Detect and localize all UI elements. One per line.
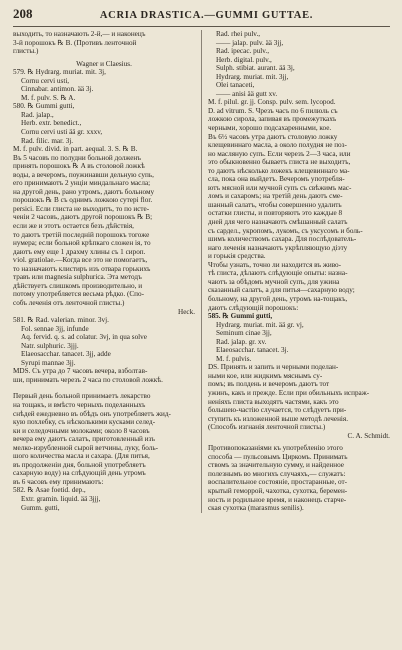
text-line: крытый геморрой, чахотка, сухотка, беремен-: [207, 486, 348, 495]
text-line: M. f. pulv. divid. in part. aequal. 3. S. ℞ B.: [13, 145, 138, 154]
text-line: Wagner и Claesius.: [76, 59, 132, 68]
column-divider: [201, 30, 202, 513]
text-line: кую похлебку, съ нѣсколькими кусками селед-: [13, 418, 156, 427]
text-line: 581. ℞ Rad. valerian. minor. 3vj.: [13, 316, 109, 325]
text-line: M. f. pulvis.: [215, 354, 252, 363]
text-line: дѣйствуетъ слишкомъ производительно, и: [13, 281, 143, 290]
text-line: ствомъ за значительную сумму, и найденное: [207, 461, 344, 470]
text-line: клещевиннаго масла, а около полудня не поз-: [207, 141, 347, 150]
text-line: остатки глисты, и повторяютъ это каждые 8: [207, 209, 343, 218]
text-line: M. f. pulv. S. ℞ A.: [21, 93, 76, 102]
text-line: Въ 5 часовъ по полудни больной долженъ: [13, 153, 141, 162]
text-line: на другой день, рано утромъ, даютъ больному: [13, 187, 155, 196]
text-line: и горькія средства.: [207, 252, 266, 261]
text-line: Elaeosacchar. tanacet. 3j.: [215, 346, 289, 355]
text-line: Herb. digital. pulv.,: [215, 55, 272, 64]
text-line: черными, хорошо подсахаренными, кое.: [207, 124, 332, 133]
text-line: Rad. jalap. gr. xv.: [215, 337, 267, 346]
text-line: принять порошокъ ℞ A въ столовой ложкѣ: [13, 162, 145, 171]
text-line: воспалительное состояніе, простаранные, от-: [207, 478, 348, 487]
text-line: собъ леченія отъ ленточной глисты.): [13, 298, 125, 307]
text-line: Чтобы узнать, точно ли находится въ живо-: [207, 260, 342, 269]
text-line: Sulph. stibiat. aurant. ää 3j,: [215, 64, 295, 73]
text-line: —— anisi ää gutt xv.: [215, 89, 278, 98]
text-line: 580. ℞ Gummi gutti,: [13, 102, 75, 111]
text-line: Rad. ipecac. pulv.,: [215, 47, 270, 56]
text-line: шанный салатъ, чтобы совершенно удалить: [207, 200, 342, 209]
left-column: [13, 30, 195, 513]
text-line: тѣ глиста, дѣлаютъ слѣдующіе опыты: назна-: [207, 269, 348, 278]
text-line: даютъ слѣдующій порошокъ:: [207, 303, 299, 312]
text-line: способа — пульсовымъ Циркомъ. Принимать: [207, 452, 348, 461]
text-line: нумера; если больной крѣпкаго сложен ія, то: [13, 239, 151, 248]
text-line: Gumm. gutti,: [21, 503, 60, 512]
text-line: больному, на другой день, утромъ на-тощакъ,: [207, 294, 348, 303]
text-line: ступить къ изложенной выше методѣ леченія.: [207, 414, 349, 423]
text-line: Cornu cervi usti,: [21, 76, 70, 85]
text-line: въ 6 часовъ ему принимаютъ:: [13, 477, 104, 486]
page-number: 208: [13, 6, 33, 21]
text-line: Extr. gramin. liquid. ää 3jjj,: [21, 494, 101, 503]
text-line: воды, а вечеромъ, поужинавши дельную супь,: [13, 170, 154, 179]
text-line: потому употребляется весьма рѣдко. (Спо-: [13, 290, 144, 299]
text-line: ужинъ, какъ и прежде. Если при обильныхъ испраж-: [207, 388, 370, 397]
text-line: ченіи 2 часовъ, даютъ другой порошокъ ℞ В;: [13, 213, 153, 222]
text-line: неніяхъ глиста выходятъ частями, какъ это: [207, 397, 339, 406]
text-line: D. ad vitrum. S. Чрезъ часъ по 6 пилюль съ: [207, 106, 338, 115]
text-line: ѵіоl. gratiolae.—Когда все это не помогаетъ,: [13, 256, 148, 265]
text-line: ложкою сирола, запивая въ промежуткахъ: [207, 115, 337, 124]
text-line: Aq. fervid. q. s. ad colatur. 3vj, in qua solve: [21, 333, 147, 342]
text-line: шимъ количествомъ сахара. Для послѣдователь-: [207, 235, 357, 244]
text-line: Seminum cinae 3jj,: [215, 329, 272, 338]
text-line: то даютъ нѣсколько ложекъ клещевиннаго ма-: [207, 166, 350, 175]
text-line: вечера ему даютъ салатъ, приготовленный изъ: [13, 435, 155, 444]
text-line: порошокъ ℞ В съ однимъ ложкою сутерi flor.: [13, 196, 153, 205]
text-line: (Способъ изгнанія ленточной глисты.): [207, 423, 326, 432]
text-line: 3-й порошокъ ℞ В. (Противъ ленточной: [13, 38, 137, 47]
text-line: Первый день больной принимаетъ лекарство: [13, 392, 151, 401]
text-line: выходить, то назначають 2-й,— и наконецъ: [13, 30, 146, 38]
text-line: 579. ℞ Hydrarg. muriat. mit. 3j,: [13, 68, 106, 77]
text-line: въ продолженіи дня, больной употребляетъ: [13, 460, 146, 469]
text-line: Herb. extr. benedict.,: [21, 119, 82, 128]
text-line: 585. ℞ Gummi gutti,: [207, 312, 273, 321]
text-line: его принимаютъ 2 унціи миндальнаго масла;: [13, 179, 151, 188]
text-line: 582. ℞ Asae foetid. dep.,: [13, 486, 86, 495]
text-line: Elaeosacchar. tanacet. 3jj, adde: [21, 350, 111, 359]
text-line: ломъ и сахаромъ; на третій день даютъ сме-: [207, 192, 343, 201]
text-line: Rad. filic. mar. 3j.: [21, 136, 74, 145]
text-line: Olei tanaceti,: [215, 81, 255, 90]
text-line: помъ; въ полдень и вечеромъ даютъ тот: [207, 380, 330, 389]
text-line: глисты.): [13, 47, 39, 56]
text-line: сахарную воду) на слѣдующій день утромъ: [13, 469, 146, 478]
text-line: MDS. Съ утра до 7 часовъ вечера, взболтав-: [13, 367, 148, 376]
text-line: если же и этотъ остается безъ дѣйствія,: [13, 222, 134, 231]
text-line: Cornu cervi usti ää gr. xxxv,: [21, 128, 103, 137]
text-line: большею-частію случается, то слѣдуетъ при-: [207, 406, 347, 415]
page-header: [13, 6, 390, 27]
text-line: Rad. jalap.,: [21, 110, 54, 119]
text-line: сказанный салатъ, а для питья—сахарную воду;: [207, 286, 355, 295]
text-line: наго леченія назначаютъ укрѣпляющую діэту: [207, 243, 348, 252]
text-line: ность и родильное время, и наконецъ старче-: [207, 495, 347, 504]
text-line: Rad. rhei pulv.,: [215, 30, 261, 38]
text-line: Syrupi mannae 3jj.: [21, 358, 76, 367]
text-line: то назначаютъ клистиръ изъ отвара горькихъ: [13, 264, 151, 273]
text-line: то даютъ третій последній порошокъ тогоже: [13, 230, 150, 239]
text-line: Heck.: [178, 307, 195, 316]
text-line: Hydrarg. muriat. mit. 3jj,: [215, 72, 289, 81]
text-line: ютъ мясной или мучной супъ съ свѣжимъ мас-: [207, 183, 352, 192]
text-line: снѣдей ежедневно въ обѣдъ онъ употребляетъ жид-: [13, 409, 171, 418]
running-title: ACRIA DRASTICA.—GUMMI GUTTAE.: [99, 10, 314, 21]
text-line: Cinnabar. antimon. ää 3j.: [21, 85, 94, 94]
text-line: ными кое, или жидкимъ мяснымъ су-: [207, 371, 323, 380]
text-line: Въ 6½ часовъ утра даютъ столовую ложку: [207, 132, 338, 141]
text-line: Hydrarg. muriat. mit. ää gr. vj,: [215, 320, 304, 329]
right-column: [208, 30, 390, 513]
text-line: травъ или magnesia sulphurica. Эта методъ: [13, 273, 142, 282]
text-line: но масляную супъ. Если черезъ 2—3 часа, или: [207, 149, 351, 158]
text-line: это обыкновенно бываетъ глиста не выходитъ,: [207, 158, 351, 167]
text-line: чаютъ за обѣдомъ мучной супъ, для ужина: [207, 277, 340, 286]
text-line: Fol. sennae 3jj, infunde: [21, 324, 89, 333]
text-line: M. f. pilul. gr. jj. Consp. pulv. sem. lycopod.: [207, 98, 336, 107]
text-columns: [13, 30, 390, 513]
text-line: persici. Если глиста не выходитъ, то по исте-: [13, 204, 150, 213]
text-line: ская сухотка (marasmus senilis).: [207, 504, 304, 513]
text-line: дней для чего назначаютъ смѣшанный салатъ: [207, 218, 348, 227]
text-line: шого количества масла и сахара. (Для питья,: [13, 452, 150, 461]
text-line: полезнымъ во многихъ случаяхъ,— служатъ:: [207, 469, 346, 478]
text-line: DS. Принять и запить и черными поделан-: [207, 363, 339, 372]
text-line: даютъ ему еще 1 драхму хлины съ 1 сироп.: [13, 247, 146, 256]
text-line: ши, принимать черезъ 2 часа по столовой ложкѣ.: [13, 375, 163, 384]
text-line: C. A. Schmidt.: [347, 431, 390, 440]
text-line: ки и селедочными молоками; около 8 часовъ: [13, 426, 150, 435]
text-line: Natr. sulphuric. 3jjj.: [21, 341, 79, 350]
text-line: —— jalap. pulv. ää 3jj,: [215, 38, 284, 47]
text-line: сла, пока она выйдетъ. Вечеромъ употребля-: [207, 175, 345, 184]
text-line: съ сардел., укропомъ, лукомъ, съ уксусомъ и боль-: [207, 226, 363, 235]
text-line: Противопоказаніями къ употребленію этого: [207, 444, 343, 453]
text-line: мелко-изрубленной сырой ветчины, луку, боль-: [13, 443, 159, 452]
text-line: на тощакъ, и вмѣсто черныхъ поделанныхъ: [13, 400, 146, 409]
